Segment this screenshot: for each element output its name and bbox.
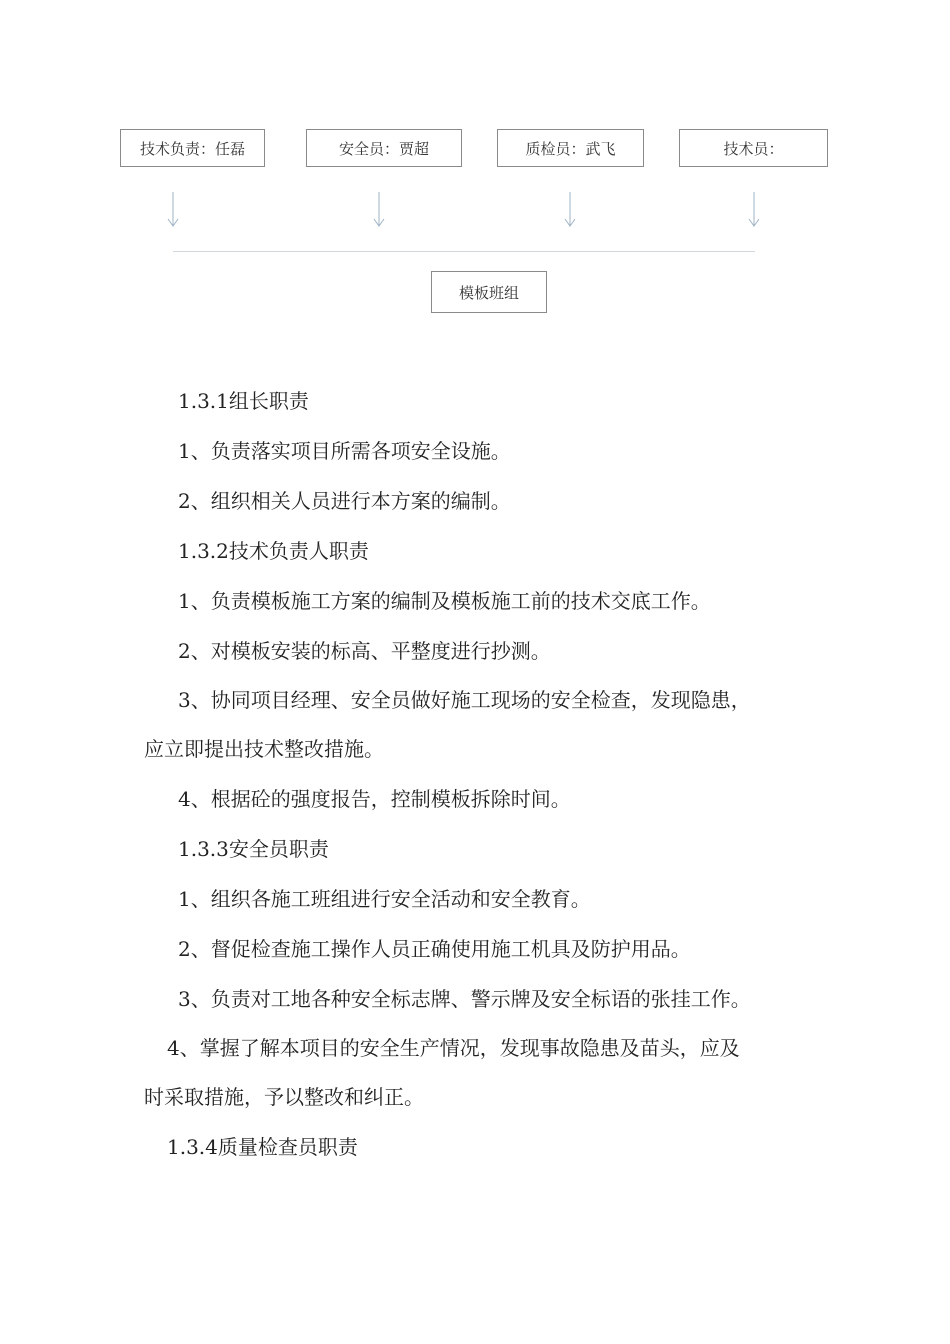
paragraph-line: 1、组织各施工班组进行安全活动和安全教育。 bbox=[178, 887, 591, 911]
arrow-down-icon bbox=[748, 192, 760, 228]
team-label: 模板班组 bbox=[458, 283, 519, 302]
paragraph-line: 2、组织相关人员进行本方案的编制。 bbox=[178, 489, 511, 513]
role-label: 技术负责：任磊 bbox=[139, 139, 245, 158]
role-label: 质检员：武飞 bbox=[525, 139, 616, 158]
connector-line bbox=[173, 251, 755, 252]
paragraph-line: 应立即提出技术整改措施。 bbox=[144, 737, 384, 761]
paragraph-line: 3、负责对工地各种安全标志牌、警示牌及安全标语的张挂工作。 bbox=[178, 987, 751, 1011]
section-heading: 1.3.2技术负责人职责 bbox=[178, 539, 369, 563]
section-heading: 1.3.1组长职责 bbox=[178, 389, 309, 413]
team-box bbox=[431, 271, 547, 313]
paragraph-line: 2、对模板安装的标高、平整度进行抄测。 bbox=[178, 639, 551, 663]
role-label: 技术员： bbox=[723, 139, 784, 158]
role-box-quality-inspector bbox=[497, 129, 644, 167]
role-box-safety-officer bbox=[306, 129, 462, 167]
arrow-down-icon bbox=[373, 192, 385, 228]
paragraph-line: 1、负责落实项目所需各项安全设施。 bbox=[178, 439, 511, 463]
paragraph-line: 2、督促检查施工操作人员正确使用施工机具及防护用品。 bbox=[178, 937, 691, 961]
arrow-down-icon bbox=[564, 192, 576, 228]
paragraph-line: 4、掌握了解本项目的安全生产情况，发现事故隐患及苗头，应及 bbox=[167, 1036, 740, 1060]
paragraph-line: 时采取措施，予以整改和纠正。 bbox=[144, 1085, 424, 1109]
paragraph-line: 4、根据砼的强度报告，控制模板拆除时间。 bbox=[178, 787, 571, 811]
section-heading: 1.3.3安全员职责 bbox=[178, 837, 329, 861]
role-box-technical-lead bbox=[120, 129, 265, 167]
role-label: 安全员：贾超 bbox=[338, 139, 429, 158]
section-heading: 1.3.4质量检查员职责 bbox=[167, 1135, 358, 1159]
arrow-down-icon bbox=[167, 192, 179, 228]
paragraph-line: 3、协同项目经理、安全员做好施工现场的安全检查，发现隐患， bbox=[178, 688, 751, 712]
paragraph-line: 1、负责模板施工方案的编制及模板施工前的技术交底工作。 bbox=[178, 589, 711, 613]
role-box-technician bbox=[679, 129, 828, 167]
